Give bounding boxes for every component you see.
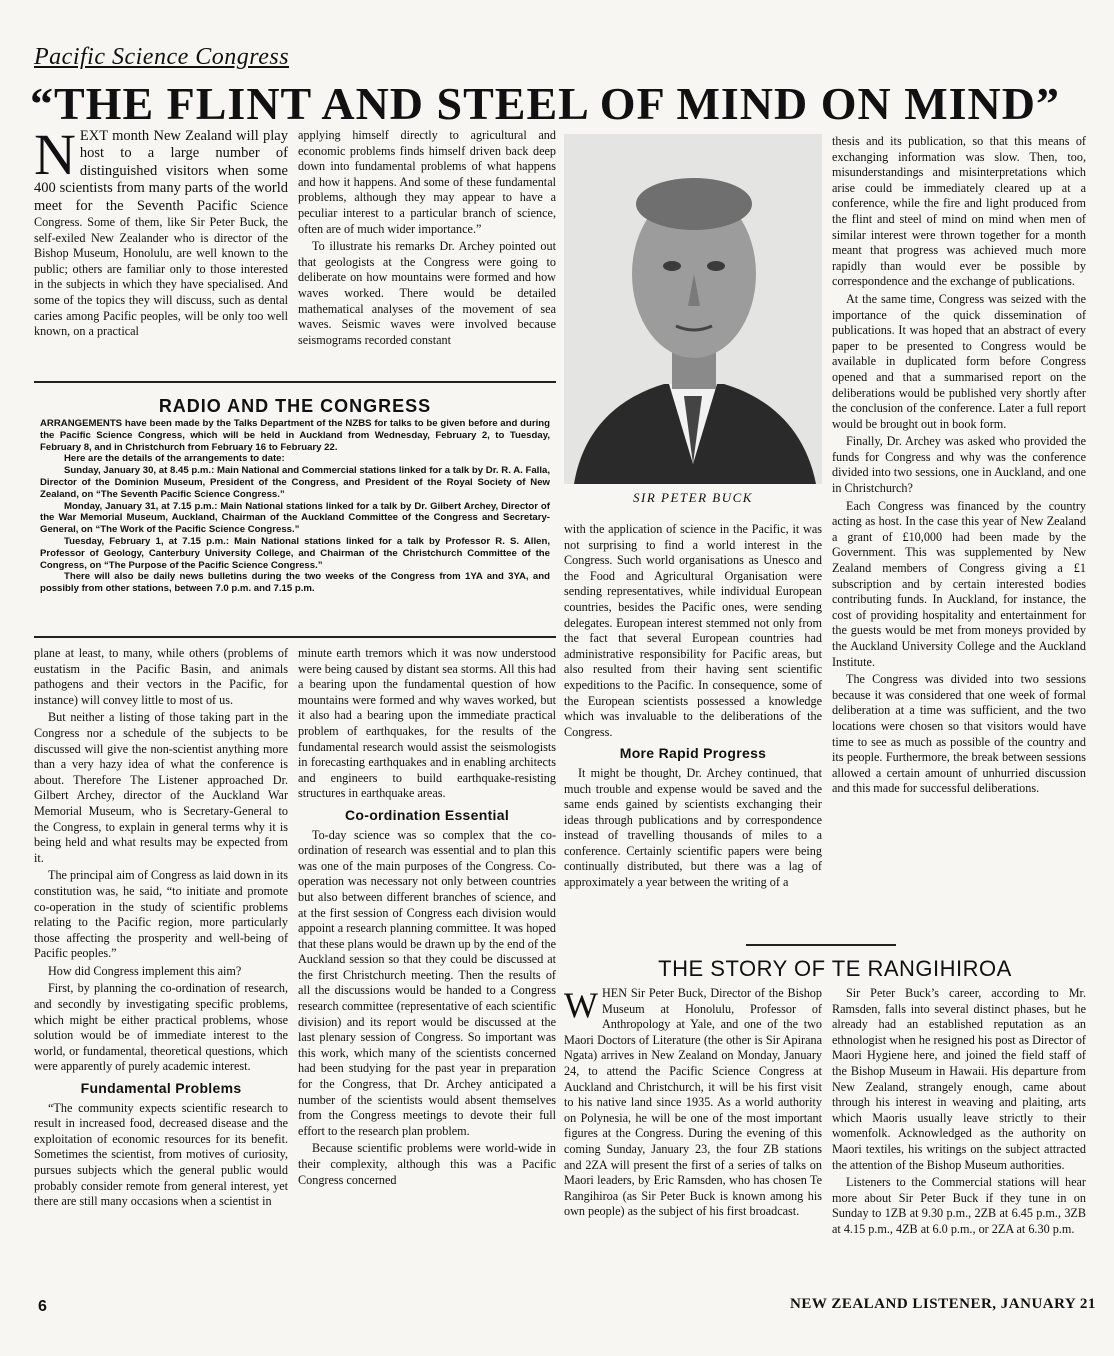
paragraph: Sunday, January 30, at 8.45 p.m.: Main National and Commercial stations linked for a talk by Dr. R. A. Falla, Director of the Dominion Museum, President of the Congress, and President of the Royal Society of New Zealand, on “The Seventh Pacific Science Congress.”	[40, 465, 550, 500]
paragraph: The Congress was divided into two sessions because it was considered that one week of formal deliberation at a time was sufficient, and the two locations were chosen so that visitors would have time to see as much as possible of the country and its people. Furthermore, the break between sessions allowed a certain amount of unhurried discussion and this made for successful deliberations.	[832, 672, 1086, 796]
column-4	[832, 134, 1086, 799]
portrait-photo	[564, 134, 822, 484]
paragraph: “The community expects scientific research to result in increased food, decreased disease and the exploitation of economic resources for its benefit. Sometimes the scientist, from motives of curiosity, pursues subjects which the general public would probably consider remote from general interest, yet there are still many occasions when a scientist in	[34, 1100, 288, 1209]
paragraph: Listeners to the Commercial stations will hear more about Sir Peter Buck if they tune in on Sunday to 1ZB at 9.30 p.m., 2ZB at 6.45 p.m., 3ZB at 4.15 p.m., 4ZB at 6.0 p.m., or 2ZA at 6.30 p.m.	[832, 1175, 1086, 1236]
paragraph: Sir Peter Buck’s career, according to Mr. Ramsden, falls into several distinct phases, but he already had an established reputation as an ethnologist when he resigned his post as Director of Maori Hygiene here, and joined the field staff of the Bishop Museum in Hawaii. His departure from New Zealand, strangely enough, came about through his interest in weaving and plaiting, arts which Maoris usually leave strictly to their womenfolk. Acknowledged as the authority on Maori textiles, his writings on the subject attracted the attention of the Bishop Museum authorities.	[832, 986, 1086, 1172]
section-kicker: Pacific Science Congress	[34, 44, 290, 70]
paragraph: applying himself directly to agricultural and economic problems finds himself driven back deep down into fundamental problems of what happens and how it happens. And some of these fundamental problems, although they may appear to have a peculiar interest to a particular branch of science, often are of much wider importance.”	[298, 128, 556, 236]
story-column-a	[564, 986, 822, 1220]
dropcap-w: W	[564, 985, 598, 1025]
paragraph: There will also be daily news bulletins during the two weeks of the Congress from 1YA and 3YA, and possibly from other stations, between 7.0 p.m. and 7.15 p.m.	[40, 571, 550, 595]
paragraph: How did Congress implement this aim?	[48, 963, 242, 978]
paragraph: It might be thought, Dr. Archey continued, that much trouble and expense would be saved and the same ends gained by scientists exchanging their ideas through publications and by correspondence instead of travelling thousands of miles to a conference. Certainly scientific papers were being continually distributed, but there was a lag of approximately a year between the writing of a	[564, 765, 822, 890]
paragraph: First, by planning the co-ordination of research, and secondly by investigating specific problems, which might be either practical problems, whose solution would be of immediate interest to the world, or fundamental, theoretical questions, which were apparently of purely academic interest.	[34, 981, 288, 1074]
page-number: 6	[38, 1298, 47, 1315]
column-2-bottom	[298, 646, 556, 1190]
column-2-top	[298, 128, 556, 350]
intro-column	[34, 122, 289, 340]
paragraph: But neither a listing of those taking part in the Congress nor a schedule of the subjects to be discussed will give the non-scientist anything more than a very hazy idea of what the conference is about. Therefore The Listener approached Dr. Gilbert Archey, director of the Auckland War Memorial Museum, who is Secretary-General to the Congress, to explain in general terms why it is being held and what results may be expected from it.	[34, 710, 288, 865]
paragraph: ARRANGEMENTS have been made by the Talks Department of the NZBS for talks to be given before and during the Pacific Science Congress, which will be held in Auckland from Wednesday, February 2, to Tuesday, February 8, and in Christchurch from February 16 to February 22.	[40, 418, 550, 453]
paragraph: thesis and its publication, so that this means of exchanging information was slow. Then, too, misunderstandings and misinterpretations which arise could be immediately cleared up at a conference, while the fire and light produced from the flint and steel of mind on mind when men of similar interest were thrown together for a month meant that progress was achieved much more rapidly than would ever be possible by correspondence and the exchange of publications.	[832, 134, 1086, 289]
divider-rule	[746, 944, 896, 946]
paragraph: Because scientific problems were world-wide in their complexity, although this was a Pacific Congress concerned	[298, 1141, 556, 1187]
column-1-bottom	[34, 646, 288, 1212]
footer-masthead: NEW ZEALAND LISTENER, JANUARY 21	[790, 1296, 1096, 1312]
divider-rule	[34, 636, 556, 638]
subheading: More Rapid Progress	[619, 745, 767, 762]
sir-peter-buck-portrait	[564, 134, 822, 484]
intro-rest-text: Science Congress. Some of them, like Sir Peter Buck, the self-exiled New Zealander who is director of the Bishop Museum, Honolulu, are well known to the public; others are familiar only to those interested in the subjects in which they have specialised. And some of the topics they will discuss, such as dental caries among Pacific peoples, will be only too well known, on a practical	[34, 198, 289, 339]
paragraph: minute earth tremors which it was now understood were being caused by distant sea storms. All this had a bearing upon the fundamental question of how mountains were formed and why waves worked, but it also had a bearing upon the immediate practical problem of earthquakes, for the results of the fundamental research would assist the seismologists in forecasting earthquakes and in enabling architects and engineers to build earthquake-resisting structures in earthquake areas.	[298, 646, 556, 801]
paragraph: To-day science was so complex that the co-ordination of research was essential and to plan this was one of the main purposes of the Congress. Co-operation was necessary not only between countries but also between different branches of science, and at the first session of Congress each division would appoint a research planning committee. It was hoped that these plans would be drawn up by the end of the Auckland session so that they could be discussed at the first Christchurch meeting. Then the results of all the discussions would be handed to a Congress research committee (representative of each scientific division) and its report would be discussed at the last plenary session of Congress. So important was this work, which many of the scientists concerned had been studying for the past year in preparation for the Congress, that Dr. Archey anticipated a number of the scientists would absent themselves from the Congress meetings to devote their full effort to the research plan problem.	[298, 827, 556, 1138]
paragraph: Each Congress was financed by the country acting as host. In the case this year of New Zealand a grant of £10,000 had been made by the Government. This was supplemented by New Zealand members of Congress giving a £1 subscription and by certain interested bodies contributing funds. In Auckland, for instance, the cost of providing hospitality and entertainment for the guests would be met from moneys provided by the Auckland University College and the Auckland Institute.	[832, 498, 1086, 669]
story-title: THE STORY OF TE RANGIHIROA	[658, 956, 1012, 981]
photo-caption: SIR PETER BUCK	[633, 490, 753, 505]
paragraph: At the same time, Congress was seized with the importance of the quick dissemination of publications. It was hoped that an abstract of every paper to be presented to Congress would be available in duplicated form before Congress opened and that a summarised report on the deliberations would be published very shortly after the conclusion of the conference. Later a full report would be brought out in book form.	[832, 291, 1086, 431]
paragraph: To illustrate his remarks Dr. Archey pointed out that geologists at the Congress were going to deliberate on how mountains were formed and how waves worked. There would be detailed mathematical analyses of the movement of sea waves. Seismic waves were involved because seismograms recorded constant	[298, 239, 556, 347]
subheading: Co-ordination Essential	[344, 806, 510, 823]
dropcap-n: N	[34, 122, 76, 187]
page-headline: “THE FLINT AND STEEL OF MIND ON MIND”	[30, 78, 1060, 129]
paragraph: The principal aim of Congress as laid down in its constitution was, he said, “to initiate and promote co-operation in the study of scientific problems relating to the Pacific region, more particularly those affecting the prosperity and well-being of Pacific peoples.”	[34, 868, 288, 961]
column-3	[564, 522, 822, 893]
paragraph: plane at least, to many, while others (problems of eustatism in the Pacific Basin, and animals pathogens and their vectors in the Pacific, for instance) will convey little to most of us.	[34, 646, 288, 707]
radio-box-text	[40, 418, 550, 595]
intro-lead-text: EXT month New Zealand will play host to a large number of distinguished visitors when some 400 scientists from many parts of the world meet for the Seventh Pacific	[34, 128, 288, 214]
subheading: Fundamental Problems	[80, 1080, 242, 1097]
radio-box-title: RADIO AND THE CONGRESS	[158, 396, 432, 416]
paragraph: Here are the details of the arrangements to date:	[64, 453, 285, 465]
paragraph: Monday, January 31, at 7.15 p.m.: Main National stations linked for a talk by Dr. Gilbert Archey, Director of the War Memorial Museum, Auckland, Chairman of the Auckland Committee of the Congress and Secretary-General, on “The Work of the Pacific Science Congress.”	[40, 500, 550, 536]
divider-rule	[34, 381, 556, 383]
story-column-b	[832, 986, 1086, 1240]
story-text-a: HEN Sir Peter Buck, Director of the Bishop Museum at Honolulu, Professor of Anthropology at Yale, and one of the two Maori Doctors of Literature (the other is Sir Apirana Ngata) arrives in New Zealand on Monday, January 24, to attend the Pacific Science Congress at Auckland and Christchurch, it will be his first visit to his native land since 1935. As a world authority on Polynesia, he will be one of the most important figures at the Congress. During the evening of this coming Sunday, January 23, the four ZB stations and 2ZA will present the first of a series of talks on Maori leaders, by Eric Ramsden, who has chosen Te Rangihiroa (as Sir Peter Buck is known among his own people) as the subject of his first broadcast.	[564, 986, 822, 1219]
paragraph: Tuesday, February 1, at 7.15 p.m.: Main National stations linked for a talk by Professor R. S. Allen, Professor of Geology, Canterbury University College, and Chairman of the Christchurch Committee of the Congress, on “The Purpose of the Pacific Science Congress.”	[40, 535, 550, 571]
paragraph: with the application of science in the Pacific, it was not surprising to find a world interest in the Congress. Such world organisations as Unesco and the Food and Agricultural Organisation were sending representatives, while individual European countries, besides the Pacific ones, were sending delegates. European interest stemmed not only from the fact that several European countries had administrative responsibility for Pacific areas, but also resulted from their having sent scientific expeditions to the Pacific. In consequence, some of the European scientists possessed a knowledge which was invaluable to the deliberations of the Congress.	[564, 522, 822, 739]
paragraph: Finally, Dr. Archey was asked who provided the funds for Congress and why was the conference divided into two sessions, one in Auckland, and one in Christchurch?	[832, 434, 1086, 496]
